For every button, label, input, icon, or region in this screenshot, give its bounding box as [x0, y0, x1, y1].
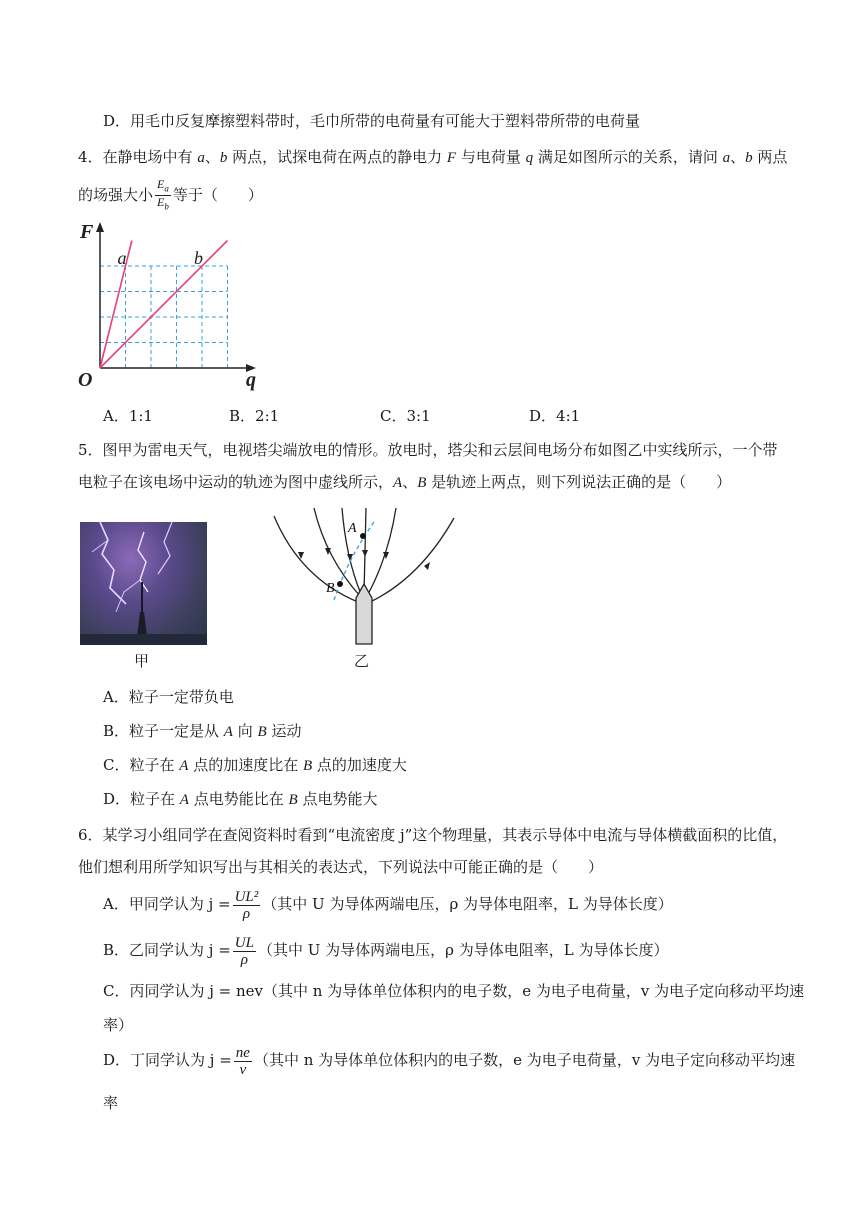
q4-text: 、 [204, 148, 220, 166]
q5-text: 运动 [266, 722, 302, 740]
q6-stem-line2: 他们想利用所学知识写出与其相关的表达式，下列说法中可能正确的是（ ） [78, 858, 604, 876]
q6-text: （其中 U 为导体两端电压，ρ 为导体电阻率，L 为导体长度） [257, 941, 669, 959]
electric-field-diagram [270, 508, 460, 648]
q4-var-a: a [197, 150, 205, 166]
frac-den: ρ [242, 905, 251, 922]
q5-option-c [103, 754, 790, 777]
q4-option-d: D．4:1 [529, 407, 581, 425]
q6-text: D．丁同学认为 j = [103, 1051, 232, 1069]
q4-text: 两点，试探电荷在两点的静电力 [227, 148, 447, 166]
series-label-a: a [117, 248, 127, 268]
q5-option-d [103, 788, 790, 811]
q5-text: 向 [232, 722, 258, 740]
point-A-marker [360, 533, 366, 539]
lightning-bolt-icon [80, 522, 207, 645]
series-label-b: b [194, 248, 203, 268]
frac-num: E [157, 177, 165, 191]
q4-text: 、 [730, 148, 746, 166]
q5-text: C．粒子在 [103, 756, 180, 774]
arrow-icon [347, 554, 353, 561]
tower-tip [356, 584, 372, 644]
q6-text: （其中 U 为导体两端电压，ρ 为导体电阻率，L 为导体长度） [262, 895, 673, 913]
q6-b-fraction [233, 935, 256, 968]
series-line-a [100, 241, 132, 369]
q6-text: A．甲同学认为 j = [103, 895, 231, 913]
q6-d-fraction [234, 1045, 252, 1078]
q5-var-A: A [179, 792, 189, 808]
q6-option-d [103, 1042, 796, 1078]
y-axis-label: F [80, 221, 94, 243]
q4-ratio-fraction [155, 178, 171, 214]
q5-text: D．粒子在 [103, 790, 180, 808]
caption-yi: 乙 [354, 652, 370, 670]
q5-text: 点的加速度比在 [188, 756, 303, 774]
frac-den-sub: b [164, 201, 169, 212]
q5-option-b [103, 720, 790, 743]
frac-num: UL² [234, 888, 259, 905]
q5-var-A: A [393, 475, 403, 491]
frac-num-sub: a [164, 183, 169, 194]
arrow-icon [362, 550, 368, 557]
lightning-tower-photo [80, 522, 207, 645]
q5-text: 点电势能大 [297, 790, 378, 808]
q5-text: 点的加速度大 [312, 756, 407, 774]
q6-option-a [103, 886, 790, 922]
q6-text: B．乙同学认为 j = [103, 941, 231, 959]
q4-text: 满足如图所示的关系，请问 [533, 148, 723, 166]
q4-var-b: b [745, 150, 753, 166]
q5-option-a: A．粒子一定带负电 [103, 688, 234, 706]
caption-jia: 甲 [134, 652, 150, 670]
q5-var-A: A [179, 758, 189, 774]
q4-text: 两点 [752, 148, 788, 166]
q6-option-c-line2: 率） [103, 1016, 134, 1034]
point-B-marker [337, 581, 343, 587]
q4-stem-line2 [78, 178, 790, 214]
q4-var-a: a [722, 150, 731, 166]
q5-text: B．粒子一定是从 [103, 722, 224, 740]
q4-var-q: q [525, 150, 534, 166]
q4-text: 4．在静电场中有 [78, 148, 198, 166]
q6-text: （其中 n 为导体单位体积内的电子数，e 为电子电荷量，v 为电子定向移动平均速 [253, 1051, 796, 1069]
q6-stem-line1: 6．某学习小组同学在查阅资料时看到“电流密度 j”这个物理量，其表示导体中电流与导体横截面积的比值， [78, 826, 788, 844]
q5-text: 是轨迹上两点，则下列说法正确的是（ ） [426, 473, 732, 491]
q4-var-F: F [446, 150, 457, 166]
field-line [367, 508, 396, 596]
frac-den: v [239, 1061, 247, 1078]
q5-var-A: A [223, 724, 233, 740]
q5-text: 电粒子在该电场中运动的轨迹为图中虚线所示， [78, 473, 394, 491]
q4-var-b: b [219, 150, 228, 166]
q4-option-b: B．2:1 [229, 407, 280, 425]
q6-a-fraction [233, 889, 261, 922]
q5-var-B: B [302, 758, 313, 774]
arrow-icon [424, 562, 430, 570]
frac-den: E [157, 195, 165, 210]
frac-num: UL [234, 934, 254, 951]
frac-den: ρ [240, 951, 248, 968]
q5-text: 、 [402, 473, 418, 491]
q5-text: 点电势能比在 [188, 790, 289, 808]
frac-num: ne [235, 1044, 250, 1061]
q4-text: 与电荷量 [456, 148, 526, 166]
q4-stem-line1 [78, 146, 790, 169]
q5-var-B: B [417, 475, 427, 491]
q5-stem-line2 [78, 471, 790, 494]
q6-option-c-line1: C．丙同学认为 j = nev（其中 n 为导体单位体积内的电子数，e 为电子电荷量，v 为电子定向移动平均速 [103, 982, 805, 1000]
label-B: B [326, 581, 335, 596]
q5-stem-line1: 5．图甲为雷电天气，电视塔尖端放电的情形。放电时，塔尖和云层间电场分布如图乙中实线所示，一个带 [78, 441, 778, 459]
q5-var-B: B [257, 724, 267, 740]
q5-var-B: B [288, 792, 298, 808]
x-axis-label: q [246, 369, 256, 391]
q4-text: 等于（ ） [172, 185, 263, 204]
origin-label: O [78, 369, 93, 391]
q6-option-d-line2: 率 [103, 1094, 119, 1112]
q6-option-b [103, 932, 790, 968]
q4-option-a: A．1:1 [103, 407, 153, 425]
label-A: A [348, 521, 357, 536]
y-axis-arrow-icon [96, 222, 104, 232]
q4-f-q-chart [76, 218, 266, 393]
q3-option-d: D．用毛巾反复摩擦塑料带时，毛巾所带的电荷量有可能大于塑料带所带的电荷量 [103, 112, 641, 130]
q4-text: 的场强大小 [78, 185, 154, 204]
field-line [274, 516, 358, 602]
q4-option-c: C．3:1 [380, 407, 431, 425]
